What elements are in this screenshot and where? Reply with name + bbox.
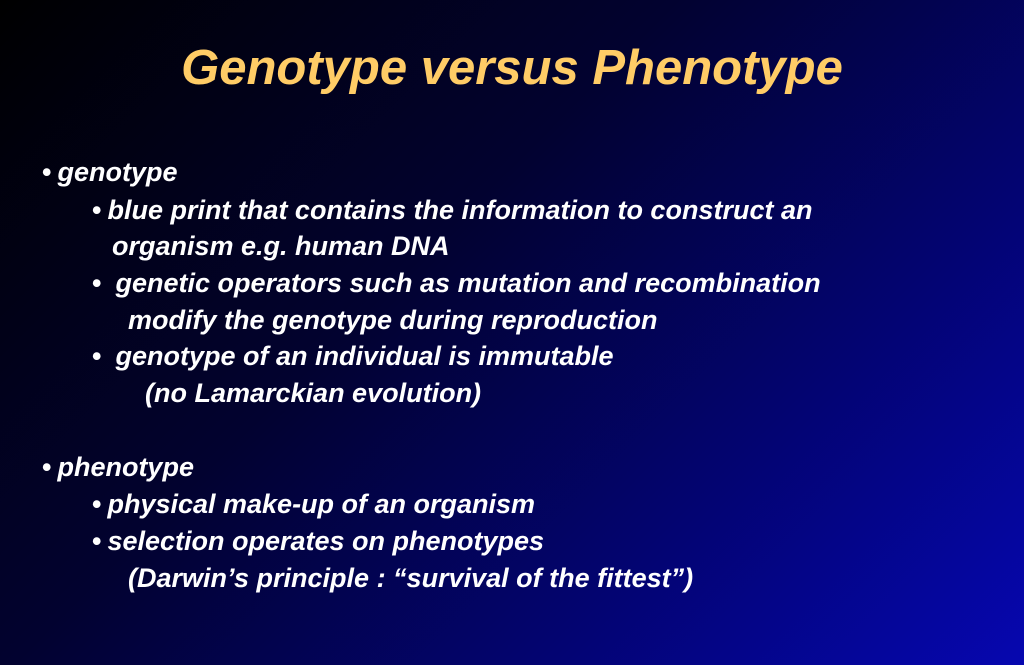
bullet-genotype [42, 155, 177, 189]
bullet-marker: • [92, 526, 102, 556]
bullet-marker: • [92, 341, 102, 371]
list-item-text: (Darwin’s principle : “survival of the fittest”) [128, 563, 694, 593]
list-item-text: organism e.g. human DNA [112, 231, 450, 261]
list-item-text: blue print that contains the information to construct an [107, 195, 813, 225]
sub-bullet-physical-makeup [92, 487, 535, 521]
list-item-text: genetic operators such as mutation and recombination [115, 268, 821, 298]
sub-bullet-genetic-operators-continued [128, 303, 658, 337]
sub-bullet-immutable-continued [145, 376, 481, 410]
list-item-text: genotype of an individual is immutable [115, 341, 614, 371]
section-heading-phenotype: phenotype [57, 452, 194, 482]
slide-title: Genotype versus Phenotype [181, 41, 843, 95]
list-item-text: (no Lamarckian evolution) [145, 378, 482, 408]
sub-bullet-selection [92, 524, 544, 558]
sub-bullet-selection-continued [128, 561, 693, 595]
bullet-marker: • [42, 452, 52, 482]
bullet-marker: • [92, 195, 102, 225]
list-item-text: selection operates on phenotypes [107, 526, 545, 556]
sub-bullet-immutable [92, 339, 614, 373]
bullet-marker: • [42, 157, 52, 187]
bullet-phenotype [42, 450, 194, 484]
section-heading-genotype: genotype [57, 157, 178, 187]
list-item-text: physical make-up of an organism [107, 489, 536, 519]
sub-bullet-blueprint-continued [112, 229, 450, 263]
bullet-marker: • [92, 268, 102, 298]
sub-bullet-genetic-operators [92, 266, 821, 300]
bullet-marker: • [92, 489, 102, 519]
sub-bullet-blueprint [92, 193, 812, 227]
list-item-text: modify the genotype during reproduction [128, 305, 658, 335]
